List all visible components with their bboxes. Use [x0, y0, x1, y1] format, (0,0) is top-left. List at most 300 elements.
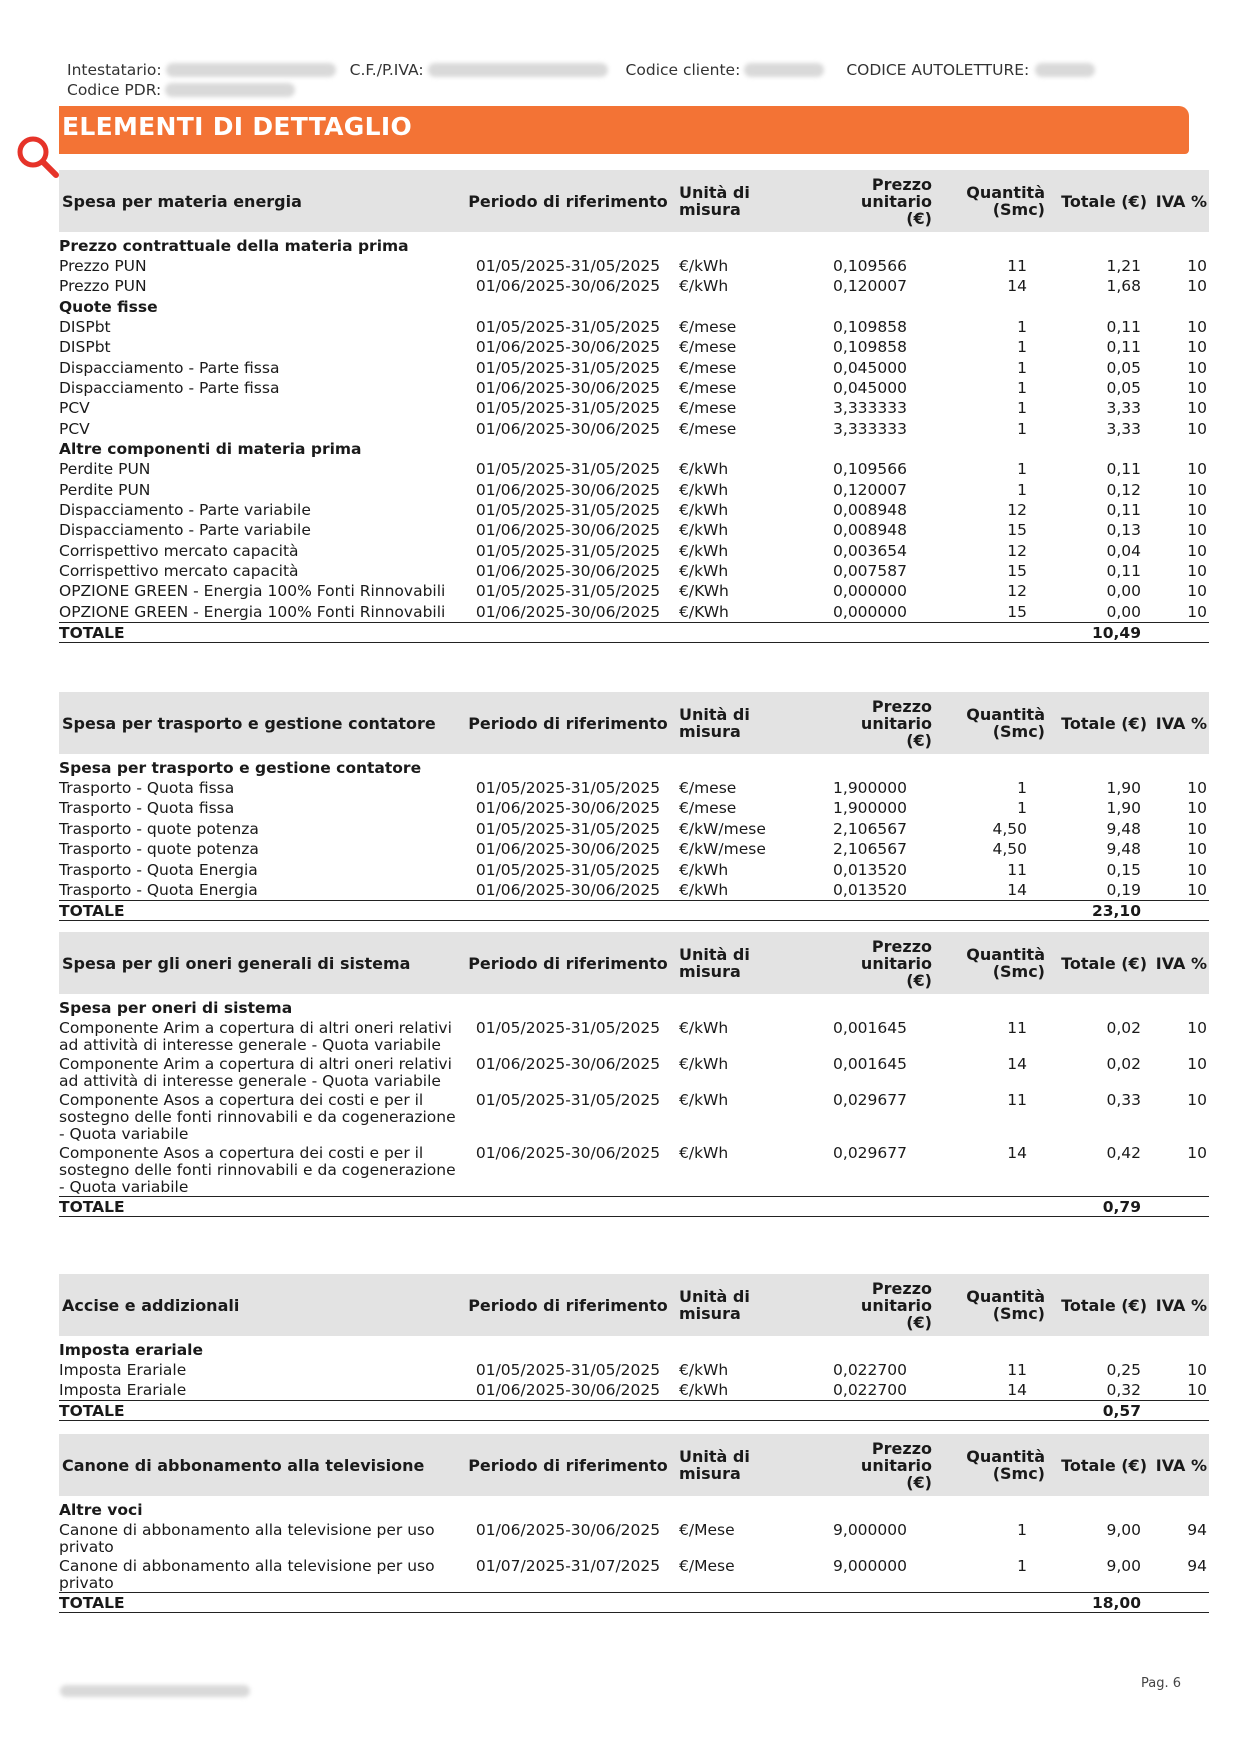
section-table	[59, 1274, 1209, 1421]
row-description: Canone di abbonamento alla televisione per uso privato	[59, 1557, 435, 1592]
column-prezzo: Prezzo unitario (€)	[860, 696, 932, 750]
column-unita: Unità di misura	[679, 183, 750, 219]
row-description: Prezzo PUN	[59, 277, 147, 296]
column-quantita: Quantità (Smc)	[966, 1447, 1045, 1483]
row-iva: 10	[1187, 799, 1207, 818]
table-row	[59, 880, 1209, 900]
column-quantita: Quantità (Smc)	[966, 945, 1045, 981]
column-iva: IVA %	[1155, 191, 1207, 211]
column-iva: IVA %	[1155, 1455, 1207, 1475]
row-iva: 10	[1187, 317, 1207, 336]
column-periodo: Periodo di riferimento	[468, 1455, 668, 1475]
row-unita: €/KWh	[679, 602, 729, 621]
row-iva: 10	[1187, 602, 1207, 621]
row-description: Perdite PUN	[59, 480, 151, 499]
table-row	[59, 602, 1209, 622]
row-unita: €/kWh	[679, 500, 729, 519]
row-prezzo: 0,045000	[833, 358, 907, 377]
page-number: Pag. 6	[1140, 1676, 1181, 1691]
row-unita: €/mese	[679, 419, 737, 438]
group-title: Altre componenti di materia prima	[59, 440, 362, 459]
row-prezzo: 0,001645	[833, 1019, 907, 1037]
row-quantita: 1	[1017, 419, 1027, 438]
total-value: 23,10	[1054, 900, 1149, 920]
table-row	[59, 378, 1209, 398]
row-quantita: 14	[1007, 1055, 1027, 1073]
total-row	[59, 622, 1209, 642]
row-quantita: 1	[1017, 358, 1027, 377]
row-description: Trasporto - Quota fissa	[59, 779, 235, 797]
row-unita: €/Mese	[679, 1521, 735, 1539]
row-unita: €/kWh	[679, 1381, 729, 1400]
row-iva: 10	[1187, 338, 1207, 357]
row-unita: €/kWh	[679, 860, 729, 879]
column-prezzo: Prezzo unitario (€)	[860, 1438, 932, 1492]
table-row	[59, 520, 1209, 540]
total-row	[59, 1593, 1209, 1613]
row-description: Dispacciamento - Parte variabile	[59, 521, 311, 540]
column-totale: Totale (€)	[1061, 1455, 1147, 1475]
group-row	[59, 998, 1209, 1018]
table-row	[59, 819, 1209, 839]
row-periodo: 01/05/2025-31/05/2025	[475, 460, 661, 479]
total-value: 18,00	[1054, 1593, 1149, 1613]
row-prezzo: 0,109858	[833, 338, 907, 357]
row-prezzo: 0,029677	[833, 1091, 907, 1109]
row-prezzo: 0,013520	[833, 880, 907, 899]
table-row	[59, 398, 1209, 418]
section-table	[59, 932, 1209, 1217]
column-totale: Totale (€)	[1061, 1295, 1147, 1315]
column-periodo: Periodo di riferimento	[468, 953, 668, 973]
row-unita: €/mese	[679, 378, 737, 397]
column-iva: IVA %	[1155, 953, 1207, 973]
total-label: TOTALE	[59, 622, 462, 642]
column-periodo: Periodo di riferimento	[468, 713, 668, 733]
row-periodo: 01/05/2025-31/05/2025	[475, 1091, 661, 1109]
row-iva: 10	[1187, 521, 1207, 540]
group-title: Quote fisse	[59, 297, 158, 316]
table-row	[59, 1520, 1209, 1556]
section-title: Accise e addizionali	[62, 1295, 240, 1315]
table-row	[59, 1380, 1209, 1400]
row-totale: 3,33	[1106, 399, 1141, 418]
row-unita: €/mese	[679, 399, 737, 418]
row-totale: 0,25	[1106, 1361, 1141, 1379]
row-description: Imposta Erariale	[59, 1361, 187, 1379]
row-totale: 1,21	[1106, 257, 1141, 275]
row-iva: 10	[1187, 562, 1207, 581]
row-iva: 10	[1187, 480, 1207, 499]
table-header	[59, 1274, 1209, 1336]
column-totale: Totale (€)	[1061, 953, 1147, 973]
row-quantita: 14	[1007, 1381, 1027, 1400]
table-row	[59, 256, 1209, 276]
row-periodo: 01/05/2025-31/05/2025	[475, 317, 661, 336]
table-row	[59, 581, 1209, 601]
row-prezzo: 0,029677	[833, 1144, 907, 1162]
group-row	[59, 758, 1209, 778]
row-description: DISPbt	[59, 338, 111, 357]
group-title: Spesa per trasporto e gestione contatore	[59, 759, 422, 777]
row-unita: €/kW/mese	[679, 819, 766, 838]
row-description: Trasporto - Quota fissa	[59, 799, 235, 818]
column-quantita: Quantità (Smc)	[966, 1287, 1045, 1323]
row-prezzo: 0,109858	[833, 317, 907, 336]
row-unita: €/kWh	[679, 1055, 729, 1073]
group-title: Imposta erariale	[59, 1341, 204, 1359]
row-quantita: 11	[1007, 257, 1027, 275]
table-row	[59, 1556, 1209, 1593]
row-totale: 1,68	[1106, 277, 1141, 296]
redacted-codice-cliente	[744, 63, 824, 77]
codice-pdr-label: Codice PDR:	[67, 81, 162, 99]
row-totale: 0,11	[1106, 500, 1141, 519]
section-table	[59, 170, 1209, 643]
section-table	[59, 692, 1209, 921]
row-quantita: 11	[1007, 1091, 1027, 1109]
search-icon	[12, 132, 64, 184]
row-periodo: 01/05/2025-31/05/2025	[475, 1019, 661, 1037]
row-unita: €/kWh	[679, 521, 729, 540]
row-description: Componente Arim a copertura di altri oneri relativi ad attività di interesse generale - Quota variabile	[59, 1055, 452, 1090]
row-periodo: 01/06/2025-30/06/2025	[475, 1055, 661, 1073]
column-unita: Unità di misura	[679, 1287, 750, 1323]
total-row	[59, 900, 1209, 920]
row-unita: €/kWh	[679, 562, 729, 581]
row-periodo: 01/06/2025-30/06/2025	[475, 799, 661, 818]
row-iva: 94	[1187, 1521, 1207, 1539]
row-quantita: 15	[1007, 521, 1027, 540]
row-periodo: 01/06/2025-30/06/2025	[475, 277, 661, 296]
row-iva: 10	[1187, 779, 1207, 797]
row-iva: 10	[1187, 840, 1207, 859]
column-unita: Unità di misura	[679, 705, 750, 741]
row-periodo: 01/06/2025-30/06/2025	[475, 602, 661, 621]
row-periodo: 01/05/2025-31/05/2025	[475, 860, 661, 879]
column-quantita: Quantità (Smc)	[966, 705, 1045, 741]
table-header	[59, 170, 1209, 232]
row-quantita: 14	[1007, 277, 1027, 296]
row-description: Componente Arim a copertura di altri oneri relativi ad attività di interesse generale - Quota variabile	[59, 1019, 452, 1054]
row-totale: 0,00	[1106, 582, 1141, 601]
row-periodo: 01/06/2025-30/06/2025	[475, 521, 661, 540]
row-prezzo: 0,000000	[833, 602, 907, 621]
row-iva: 10	[1187, 1055, 1207, 1073]
row-description: Trasporto - quote potenza	[59, 819, 259, 838]
codice-cliente-label: Codice cliente:	[625, 61, 741, 79]
row-periodo: 01/06/2025-30/06/2025	[475, 1381, 661, 1400]
row-prezzo: 0,120007	[833, 480, 907, 499]
intestatario-label: Intestatario:	[67, 61, 162, 79]
row-iva: 10	[1187, 582, 1207, 601]
total-label: TOTALE	[59, 1197, 462, 1217]
group-row	[59, 439, 1209, 459]
column-totale: Totale (€)	[1061, 191, 1147, 211]
row-quantita: 1	[1017, 338, 1027, 357]
row-unita: €/kWh	[679, 541, 729, 560]
table-row	[59, 541, 1209, 561]
row-periodo: 01/06/2025-30/06/2025	[475, 378, 661, 397]
table-row	[59, 276, 1209, 296]
row-iva: 10	[1187, 541, 1207, 560]
redacted-cf	[428, 63, 608, 77]
row-iva: 10	[1187, 460, 1207, 479]
total-row	[59, 1197, 1209, 1217]
column-prezzo: Prezzo unitario (€)	[860, 1278, 932, 1332]
total-label: TOTALE	[59, 1593, 462, 1613]
redacted-codice-pdr	[165, 83, 295, 97]
section-title: Canone di abbonamento alla televisione	[62, 1455, 425, 1475]
column-totale: Totale (€)	[1061, 713, 1147, 733]
column-prezzo: Prezzo unitario (€)	[860, 936, 932, 990]
row-totale: 0,11	[1106, 562, 1141, 581]
row-totale: 0,05	[1106, 358, 1141, 377]
section-title: Spesa per gli oneri generali di sistema	[62, 953, 411, 973]
row-periodo: 01/05/2025-31/05/2025	[475, 500, 661, 519]
row-unita: €/KWh	[679, 582, 729, 601]
table-row	[59, 419, 1209, 439]
row-description: Canone di abbonamento alla televisione per uso privato	[59, 1521, 435, 1556]
row-periodo: 01/06/2025-30/06/2025	[475, 419, 661, 438]
row-unita: €/kWh	[679, 460, 729, 479]
column-prezzo: Prezzo unitario (€)	[860, 174, 932, 228]
column-unita: Unità di misura	[679, 1447, 750, 1483]
column-quantita: Quantità (Smc)	[966, 183, 1045, 219]
row-iva: 10	[1187, 419, 1207, 438]
row-totale: 1,90	[1106, 779, 1141, 797]
row-prezzo: 3,333333	[833, 399, 907, 418]
row-prezzo: 0,022700	[833, 1381, 907, 1400]
redacted-footer-text	[60, 1685, 250, 1697]
row-totale: 0,12	[1106, 480, 1141, 499]
row-unita: €/mese	[679, 358, 737, 377]
row-totale: 3,33	[1106, 419, 1141, 438]
row-prezzo: 0,001645	[833, 1055, 907, 1073]
row-unita: €/kWh	[679, 1019, 729, 1037]
column-iva: IVA %	[1155, 1295, 1207, 1315]
row-periodo: 01/05/2025-31/05/2025	[475, 779, 661, 797]
row-quantita: 11	[1007, 860, 1027, 879]
row-prezzo: 0,008948	[833, 521, 907, 540]
row-description: DISPbt	[59, 317, 111, 336]
row-prezzo: 9,000000	[833, 1557, 907, 1575]
row-unita: €/mese	[679, 779, 737, 797]
row-totale: 0,19	[1106, 880, 1141, 899]
row-iva: 10	[1187, 399, 1207, 418]
section-table	[59, 1434, 1209, 1613]
row-unita: €/mese	[679, 338, 737, 357]
table-header	[59, 932, 1209, 994]
customer-info	[67, 60, 1095, 100]
row-quantita: 4,50	[992, 840, 1027, 859]
row-description: PCV	[59, 399, 90, 418]
row-periodo: 01/06/2025-30/06/2025	[475, 880, 661, 899]
row-description: Trasporto - Quota Energia	[59, 860, 258, 879]
row-periodo: 01/05/2025-31/05/2025	[475, 257, 661, 275]
row-quantita: 1	[1017, 399, 1027, 418]
row-iva: 10	[1187, 860, 1207, 879]
group-row	[59, 1340, 1209, 1360]
row-quantita: 1	[1017, 1521, 1027, 1539]
row-totale: 9,48	[1106, 840, 1141, 859]
row-totale: 0,32	[1106, 1381, 1141, 1400]
row-description: Imposta Erariale	[59, 1381, 187, 1400]
row-unita: €/kWh	[679, 257, 729, 275]
row-totale: 0,42	[1106, 1144, 1141, 1162]
table-row	[59, 778, 1209, 798]
total-row	[59, 1401, 1209, 1421]
table-row	[59, 1143, 1209, 1197]
table-row	[59, 839, 1209, 859]
column-periodo: Periodo di riferimento	[468, 1295, 668, 1315]
row-iva: 10	[1187, 1144, 1207, 1162]
table-row	[59, 480, 1209, 500]
row-quantita: 12	[1007, 541, 1027, 560]
section-title: Spesa per materia energia	[62, 191, 302, 211]
row-totale: 9,00	[1106, 1521, 1141, 1539]
row-totale: 1,90	[1106, 799, 1141, 818]
row-quantita: 1	[1017, 317, 1027, 336]
row-unita: €/kWh	[679, 1361, 729, 1379]
table-row	[59, 317, 1209, 337]
table-row	[59, 337, 1209, 357]
table-row	[59, 1018, 1209, 1054]
row-periodo: 01/06/2025-30/06/2025	[475, 338, 661, 357]
row-periodo: 01/06/2025-30/06/2025	[475, 1521, 661, 1539]
row-iva: 10	[1187, 1361, 1207, 1379]
row-prezzo: 0,045000	[833, 378, 907, 397]
table-row	[59, 798, 1209, 818]
row-iva: 10	[1187, 257, 1207, 275]
footer-redacted	[60, 1680, 250, 1699]
table-row	[59, 459, 1209, 479]
row-totale: 0,33	[1106, 1091, 1141, 1109]
table-row	[59, 860, 1209, 880]
row-unita: €/kWh	[679, 1091, 729, 1109]
row-quantita: 14	[1007, 1144, 1027, 1162]
row-prezzo: 0,007587	[833, 562, 907, 581]
row-description: Trasporto - Quota Energia	[59, 880, 258, 899]
row-quantita: 11	[1007, 1019, 1027, 1037]
group-row	[59, 236, 1209, 256]
row-prezzo: 3,333333	[833, 419, 907, 438]
row-totale: 0,13	[1106, 521, 1141, 540]
row-totale: 9,00	[1106, 1557, 1141, 1575]
row-unita: €/Mese	[679, 1557, 735, 1575]
row-totale: 0,11	[1106, 338, 1141, 357]
group-title: Altre voci	[59, 1501, 143, 1519]
table-row	[59, 561, 1209, 581]
row-quantita: 1	[1017, 480, 1027, 499]
row-unita: €/kW/mese	[679, 840, 766, 859]
total-value: 10,49	[1054, 622, 1149, 642]
group-row	[59, 1500, 1209, 1520]
row-periodo: 01/05/2025-31/05/2025	[475, 1361, 661, 1379]
redacted-intestatario	[166, 63, 336, 77]
row-totale: 0,02	[1106, 1055, 1141, 1073]
row-prezzo: 0,008948	[833, 500, 907, 519]
table-row	[59, 500, 1209, 520]
row-iva: 10	[1187, 378, 1207, 397]
row-totale: 0,04	[1106, 541, 1141, 560]
row-totale: 0,02	[1106, 1019, 1141, 1037]
row-iva: 10	[1187, 880, 1207, 899]
row-prezzo: 1,900000	[833, 799, 907, 818]
row-quantita: 1	[1017, 378, 1027, 397]
row-periodo: 01/06/2025-30/06/2025	[475, 840, 661, 859]
row-periodo: 01/06/2025-30/06/2025	[475, 562, 661, 581]
row-iva: 10	[1187, 819, 1207, 838]
row-iva: 10	[1187, 358, 1207, 377]
row-description: Corrispettivo mercato capacità	[59, 541, 299, 560]
row-description: Trasporto - quote potenza	[59, 840, 259, 859]
row-periodo: 01/05/2025-31/05/2025	[475, 819, 661, 838]
row-description: Corrispettivo mercato capacità	[59, 562, 299, 581]
row-description: Dispacciamento - Parte fissa	[59, 378, 280, 397]
row-unita: €/kWh	[679, 1144, 729, 1162]
group-row	[59, 297, 1209, 317]
total-label: TOTALE	[59, 1401, 462, 1421]
row-quantita: 12	[1007, 500, 1027, 519]
row-iva: 10	[1187, 1091, 1207, 1109]
row-quantita: 1	[1017, 799, 1027, 818]
row-prezzo: 0,013520	[833, 860, 907, 879]
row-iva: 10	[1187, 277, 1207, 296]
table-row	[59, 1054, 1209, 1090]
row-prezzo: 0,120007	[833, 277, 907, 296]
row-periodo: 01/06/2025-30/06/2025	[475, 480, 661, 499]
row-description: Perdite PUN	[59, 460, 151, 479]
row-description: OPZIONE GREEN - Energia 100% Fonti Rinnovabili	[59, 602, 446, 621]
row-prezzo: 0,109566	[833, 257, 907, 275]
row-totale: 0,15	[1106, 860, 1141, 879]
total-label: TOTALE	[59, 900, 462, 920]
row-iva: 94	[1187, 1557, 1207, 1575]
banner-title: ELEMENTI DI DETTAGLIO	[62, 112, 413, 141]
row-quantita: 4,50	[992, 819, 1027, 838]
table-header	[59, 692, 1209, 754]
row-prezzo: 0,000000	[833, 582, 907, 601]
row-iva: 10	[1187, 1381, 1207, 1400]
row-description: PCV	[59, 419, 90, 438]
row-description: Dispacciamento - Parte variabile	[59, 500, 311, 519]
row-totale: 9,48	[1106, 819, 1141, 838]
column-unita: Unità di misura	[679, 945, 750, 981]
row-prezzo: 2,106567	[833, 819, 907, 838]
row-periodo: 01/05/2025-31/05/2025	[475, 582, 661, 601]
table-row	[59, 358, 1209, 378]
row-description: Componente Asos a copertura dei costi e per il sostegno delle fonti rinnovabili e da cogenerazione - Quota variabile	[59, 1091, 456, 1143]
column-periodo: Periodo di riferimento	[468, 191, 668, 211]
total-value: 0,57	[1054, 1401, 1149, 1421]
row-unita: €/kWh	[679, 480, 729, 499]
row-totale: 0,00	[1106, 602, 1141, 621]
row-periodo: 01/07/2025-31/07/2025	[475, 1557, 661, 1575]
row-quantita: 15	[1007, 602, 1027, 621]
row-iva: 10	[1187, 1019, 1207, 1037]
row-prezzo: 9,000000	[833, 1521, 907, 1539]
row-periodo: 01/05/2025-31/05/2025	[475, 541, 661, 560]
column-iva: IVA %	[1155, 713, 1207, 733]
row-prezzo: 1,900000	[833, 779, 907, 797]
group-title: Prezzo contrattuale della materia prima	[59, 237, 409, 255]
row-description: OPZIONE GREEN - Energia 100% Fonti Rinnovabili	[59, 582, 446, 601]
row-unita: €/mese	[679, 799, 737, 818]
row-unita: €/kWh	[679, 277, 729, 296]
row-prezzo: 0,109566	[833, 460, 907, 479]
row-quantita: 14	[1007, 880, 1027, 899]
